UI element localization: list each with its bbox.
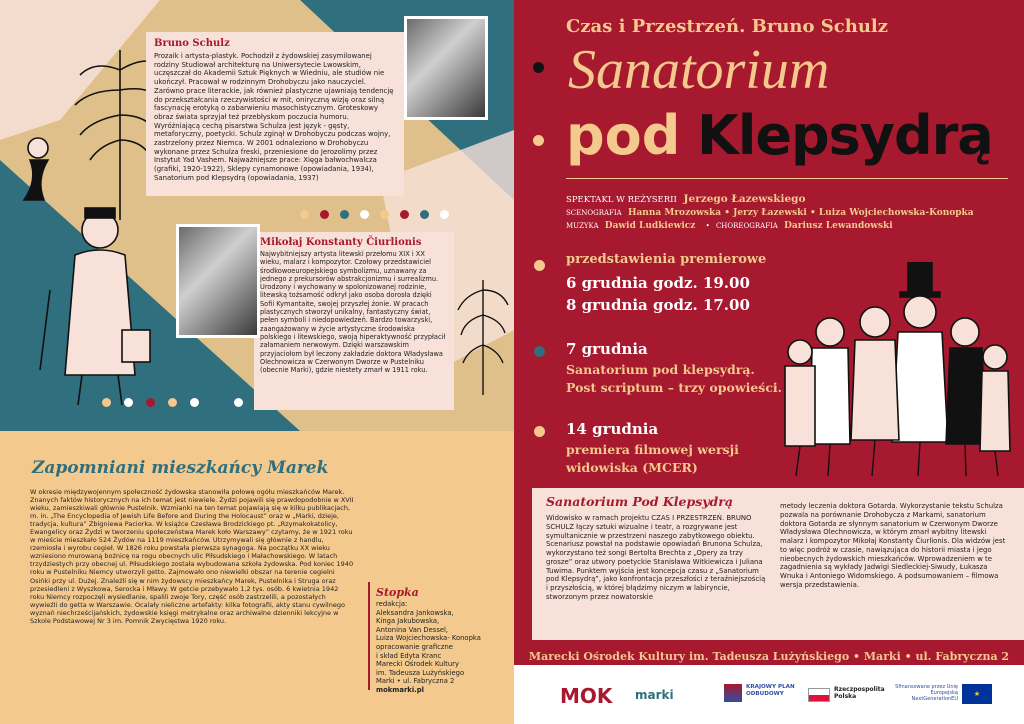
credits: SPEKTAKL W REŻYSERII Jerzego Łazewskiego SCENOGRAFIA Hanna Mrozowska • Jerzy Łazewski • Luiza Wojciechowska-Konopka MUZYKA Dawid Ludkiewicz • CHOREOGRAFIA Dariusz Lewandowski <box>566 193 974 231</box>
stopka-line: Luiza Wojciechowska- Konopka <box>376 634 481 643</box>
stopka-title: Stopka <box>376 586 419 599</box>
credits-scenography: Hanna Mrozowska • Jerzy Łazewski • Luiza Wojciechowska-Konopka <box>627 208 974 218</box>
forgotten-text: W okresie międzywojennym społeczność żydowska stanowiła połowę ogółu mieszkańców Marek. Znanych faktów historycznych na ich temat jest niewiele. Żydzi pojawili się prawdopodobnie w XVII wieku, zamieszkiwali głównie Pustelnik. Wzmianki na ten temat pojawiają się w kilku publikacjach, m. in. „The Encyclopedia of Jewish Life Before and During the Holocaust” oraz w „Marki, dzieje, tradycja, kultura” Zbigniewa Paciorka. W książce Czesława Brodzickiego pt. „Rzymakokatolicy, Ewangelicy oraz Żydzi w tworzeniu społeczeństwa Marek koło Warszawy” czytamy, że w 1921 roku w mieście mieszkało 524 Żydów na 1119 mieszkańców. Utrzymywali się głównie z handlu, rzemiosła i wyrobu cegieł. W 1826 roku powstała pierwsza synagoga. Na początku XX wieku wzniesiono murowaną bożnicę na rogu obecnych ulic Piłsudskiego i Małachowskiego. W latach trzydziestych przy obecnej ul. Piłsudskiego została wybudowana szkoła żydowska. Pod koniec 1940 roku w Pustelniku Niemcy utworzyli getto. Zajmowało ono niewielki obszar na terenie cegielni Osińki przy ul. Dużej. Znaleźli się w nim żydowscy mieszkańcy Marek, Pustelnika i Struga oraz przesiedleni z Wyszkowa, Serocka i Mławy. W getcie przebywało 1,2 tys. osób. 6 kwietnia 1942 roku Niemcy rozpoczęli wysiedlanie, spalili zwoje Tory, część osób zastrzelili, a pozostałych wywieźli do getta w Warszawie. Ocalały nieliczne artefakty: kilka fotografii, akty stanu cywilnego wyznań niechrześcijańskich, żydowskie księgi metrykalne oraz archiwalne dzienniki lekcyjne w Szkole Podstawowej Nr 3 im. Pomnik Zwycięstwa 1920 roku. <box>30 488 354 625</box>
ciurlionis-photo <box>176 224 260 338</box>
bruno-name: Bruno Schulz <box>154 38 230 49</box>
stopka-divider <box>368 582 370 690</box>
bruno-card <box>146 32 404 196</box>
stopka-list <box>376 600 512 695</box>
about-title: Sanatorium Pod Klepsydrą <box>546 494 733 509</box>
event3-line1: premiera filmowej wersji <box>566 442 739 457</box>
logo-rp: Rzeczpospolita Polska <box>834 686 885 700</box>
credits-music-label: MUZYKA <box>566 222 599 230</box>
stopka-line: opracowanie graficzne <box>376 642 453 651</box>
credits-choreo: Dariusz Lewandowski <box>784 221 893 231</box>
stopka-line: Kinga Jakubowska, <box>376 617 440 626</box>
eu-flag-icon: ★ <box>962 684 992 704</box>
header-title-1: Sanatorium <box>568 39 830 101</box>
about-card <box>532 488 1024 640</box>
stopka-line: mokmarki.pl <box>376 685 424 694</box>
premiere-date-1: 6 grudnia godz. 19.00 <box>566 274 750 292</box>
header-title-2b: Klepsydrą <box>697 104 993 167</box>
about-col2: metody leczenia doktora Gotarda. Wykorzystanie tekstu Schulza pozwala na porównanie Drohobycza z Markami, sanatorium doktora Gotarda ze słynnym sanatorium w Czerwonym Dworze Władysława Olechnowicza, w którym zmarł wybitny litewski malarz i kompozytor Mikołaj Konstanty Čiurlionis. Dla widzów jest to więc podróż w czasie, nawiązująca do historii miasta i jego nieobecnych żydowskich mieszkańców. Wprowadzeniem w te zagadnienia są wykłady Jadwigi Siedleckiej-Siwudy, Łukasza Wnuka i Antoniego Widomskiego. A podsumowaniem – filmowa wersja przedstawienia. <box>780 502 1006 589</box>
ciurlionis-name: Mikołaj Konstanty Čiurlionis <box>260 237 422 248</box>
bruno-photo <box>404 16 488 120</box>
credits-scenography-label: SCENOGRAFIA <box>566 209 622 217</box>
stopka-line: Aleksandra Jankowska, <box>376 608 454 617</box>
credits-music: Dawid Ludkiewicz <box>604 221 696 231</box>
bruno-bio: Prozaik i artysta-plastyk. Pochodził z żydowskiej zasymilowanej rodziny Studiował architekturę na Uniwersytecie Lwowskim, uczęszczał do Akademii Sztuk Pięknych w Wiedniu, ale studiów nie ukończył. Pracował w rodzinnym Drohobyczu jako nauczyciel. Zarówno prace literackie, jak również plastyczne ujawniają tendencję do przekształcania rzeczywistości w mit, oniryczną wizję oraz silną fascynację erotyką o zabarwieniu masochistycznym. Groteskowy obraz świata sprzyjał też przebłyskom poczucia humoru. Wyróżniającą cechą pisarstwa Schulza jest język - gęsty, metaforyczny, poetycki. Schulz zginął w Drohobyczu podczas wojny, zastrzelony przez Niemca. W 2001 odnaleziono w Drohobyczu wykonane przez Schulza freski, przeniesione do Jerozolimy przez Instytut Yad Vashem. Najważniejsze prace: Xięga bałwochwalcza (grafiki, 1920-1922), Sklepy cynamonowe (opowiadania, 1934), Sanatorium pod Klepsydrą (opowiadania, 1937) <box>154 52 394 182</box>
forgotten-title: Zapomniani mieszkańcy Marek <box>32 458 329 478</box>
footer-address: Marecki Ośrodek Kultury im. Tadeusza Lużyńskiego • Marki • ul. Fabryczna 2 <box>528 650 1010 663</box>
premieres-heading: przedstawienia premierowe <box>566 252 767 267</box>
event2-line2: Post scriptum – trzy opowieści. <box>566 380 783 395</box>
credits-director: Jerzego Łazewskiego <box>683 193 806 205</box>
logo-kpo: KRAJOWY PLAN ODBUDOWY <box>746 684 795 697</box>
stopka-line: Antonina Van Dessel, <box>376 625 449 634</box>
plant-illustration <box>455 260 510 400</box>
about-col1: Widowisko w ramach projektu CZAS I PRZESTRZEŃ. BRUNO SCHULZ łączy sztuki wizualne i teatr, a rozgrywane jest symultanicznie w przestrzeni naszego zabytkowego obiektu. Scenariusz powstał na podstawie opowiadań Brunona Schulza, wykorzystano też songi Bertolta Brechta z „Opery za trzy grosze” oraz utwory poetyckie Stanisława Witkiewicza i Juliana Tuwima. Punktem wyjścia jest koncepcja czasu z „Sanatorium pod Klepsydrą”, jako konfrontacja przeszłości z teraźniejszością i przyszłością, w której błądzimy niczym w labiryncie, stworzonym przez nowatorskie <box>546 514 766 601</box>
schulz-illustration <box>10 30 160 420</box>
ciurlionis-bio: Najwybitniejszy artysta litewski przełomu XIX i XX wieku, malarz i kompozytor. Czołowy przedstawiciel środkowoeuropejskiego symbolizmu, uznawany za jednego z prekursorów abstrakcjonizmu i surrealizmu. Urodzony i wychowany w spolonizowanej rodzinie, litewską tożsamość odkrył jako osoba dorosła dzięki Sofii Kymantaite, swojej przyszłej żonie. W pracach plastycznych stworzył unikalny, fantastyczny świat, pełen symboli i niedopowiedzeń. Bardzo towarzyski, zaangażowany w życie artystyczne środowiska polskiego i litewskiego, swoją hiperaktywność przypłacił załamaniem nerwowym. Dzięki warszawskim przyjaciołom był leczony zakładzie doktora Władysława Olechnowicza w Czerwonym Dworze w Pustelniku (obecnie Marki), gdzie niestety zmarł w 1911 roku. <box>260 250 446 375</box>
stopka-line: Marecki Ośrodek Kultury <box>376 660 459 669</box>
event2-line1: Sanatorium pod klepsydrą. <box>566 362 755 377</box>
stopka-line: Marki • ul. Fabryczna 2 <box>376 677 455 686</box>
credits-choreo-label: CHOREOGRAFIA <box>715 222 778 230</box>
header-rule <box>566 178 1008 179</box>
figures-illustration <box>780 262 1016 482</box>
logo-eu-text: Sfinansowane przez Unię Europejską NextGenerationEU <box>895 684 958 702</box>
kpo-icon <box>724 684 742 702</box>
header-subtitle: Czas i Przestrzeń. Bruno Schulz <box>566 16 888 37</box>
stopka-line: im. Tadeusza Lużyńskiego <box>376 668 465 677</box>
premiere-date-2: 8 grudnia godz. 17.00 <box>566 296 750 314</box>
logo-marki: marki <box>635 688 674 702</box>
header-title-2a: pod <box>566 104 681 167</box>
credits-director-label: SPEKTAKL W REŻYSERII <box>566 195 677 205</box>
event3-date: 14 grudnia <box>566 420 659 438</box>
event3-line2: widowiska (MCER) <box>566 460 698 475</box>
poland-flag-icon <box>808 688 830 702</box>
event2-date: 7 grudnia <box>566 340 648 358</box>
logo-mok: MOK <box>560 684 613 708</box>
stopka-line: i skład Edyta Kranc <box>376 651 442 660</box>
stopka-line: redakcja: <box>376 600 408 608</box>
ciurlionis-card <box>254 232 454 410</box>
